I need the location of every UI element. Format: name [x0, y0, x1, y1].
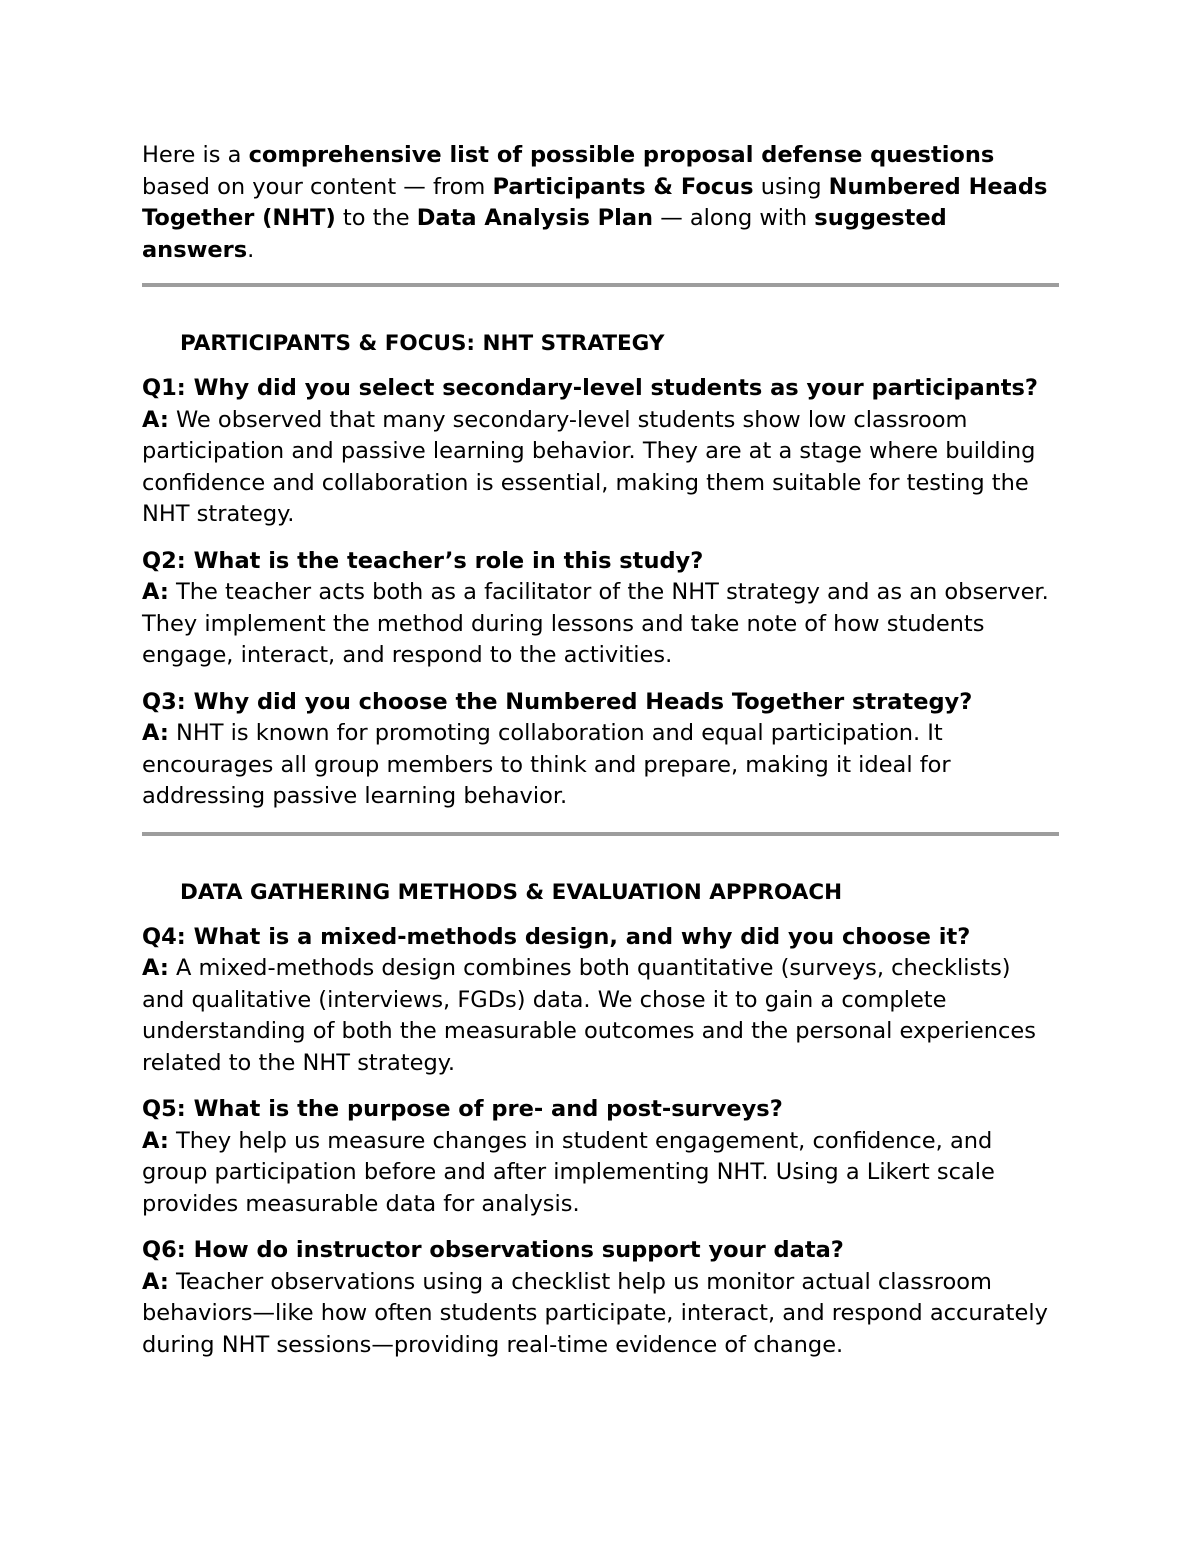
horizontal-divider — [142, 832, 1059, 836]
intro-text: to the — [335, 205, 417, 231]
intro-emphasis: suggested answers — [142, 205, 947, 263]
qa-item — [142, 1235, 1059, 1361]
answer-label: A: — [142, 406, 169, 433]
qa-item — [142, 922, 1059, 1080]
question-text: Q6: How do instructor observations support your data? — [142, 1237, 844, 1263]
section-heading: PARTICIPANTS & FOCUS: NHT STRATEGY — [180, 331, 665, 356]
question-text: Q4: What is a mixed-methods design, and why did you choose it? — [142, 923, 971, 950]
answer-text: We observed that many secondary-level students show low classroom participation and passive learning behavior. They are at a stage where building confidence and collaboration is essential, making them suitable for testing the NHT strategy. — [142, 406, 1036, 527]
answer-label: A: — [142, 579, 169, 605]
answer-label: A: — [142, 720, 169, 746]
intro-text: Here is a — [142, 142, 249, 168]
intro-emphasis: Data Analysis Plan — [416, 205, 654, 231]
document-page — [142, 140, 1059, 1361]
horizontal-divider — [142, 283, 1059, 287]
intro-emphasis: Numbered Heads Together (NHT) — [142, 173, 1048, 231]
intro-emphasis: Participants & Focus — [492, 173, 754, 200]
answer-label: A: — [142, 1127, 169, 1154]
qa-item — [142, 1094, 1059, 1220]
answer-text: NHT is known for promoting collaboration and equal participation. It encourages all group members to think and prepare, making it ideal for addressing passive learning behavior. — [142, 720, 951, 809]
answer-text: They help us measure changes in student engagement, confidence, and group participation before and after implementing NHT. Using a Likert scale provides measurable data for analysis. — [142, 1127, 995, 1217]
qa-item — [142, 687, 1059, 813]
question-text: Q3: Why did you choose the Numbered Heads Together strategy? — [142, 688, 973, 715]
question-text: Q2: What is the teacher’s role in this study? — [142, 547, 704, 574]
answer-label: A: — [142, 1268, 169, 1295]
intro-emphasis: comprehensive list of possible proposal defense questions — [248, 142, 995, 168]
answer-text: The teacher acts both as a facilitator of the NHT strategy and as an observer. They implement the method during lessons and take note of how students engage, interact, and respond to the activities. — [142, 579, 1049, 668]
answer-label: A: — [142, 955, 169, 981]
intro-paragraph — [142, 140, 1059, 266]
intro-text: based on your content — from — [142, 173, 493, 200]
answer-text: Teacher observations using a checklist help us monitor actual classroom behaviors—like how often students participate, interact, and respond accurately during NHT sessions—providing real-time evidence of change. — [142, 1268, 1048, 1358]
intro-text: . — [247, 236, 255, 263]
question-text: Q5: What is the purpose of pre- and post-surveys? — [142, 1096, 783, 1122]
answer-text: A mixed-methods design combines both quantitative (surveys, checklists) and qualitative (interviews, FGDs) data. We chose it to gain a complete understanding of both the measurable outcomes and the personal experiences related to the NHT strategy. — [142, 955, 1036, 1076]
question-text: Q1: Why did you select secondary-level students as your participants? — [142, 375, 1038, 401]
intro-text: using — [753, 173, 829, 200]
intro-text: — along with — [653, 205, 815, 231]
section-heading: DATA GATHERING METHODS & EVALUATION APPROACH — [180, 879, 843, 905]
qa-item — [142, 373, 1059, 531]
qa-item — [142, 546, 1059, 672]
